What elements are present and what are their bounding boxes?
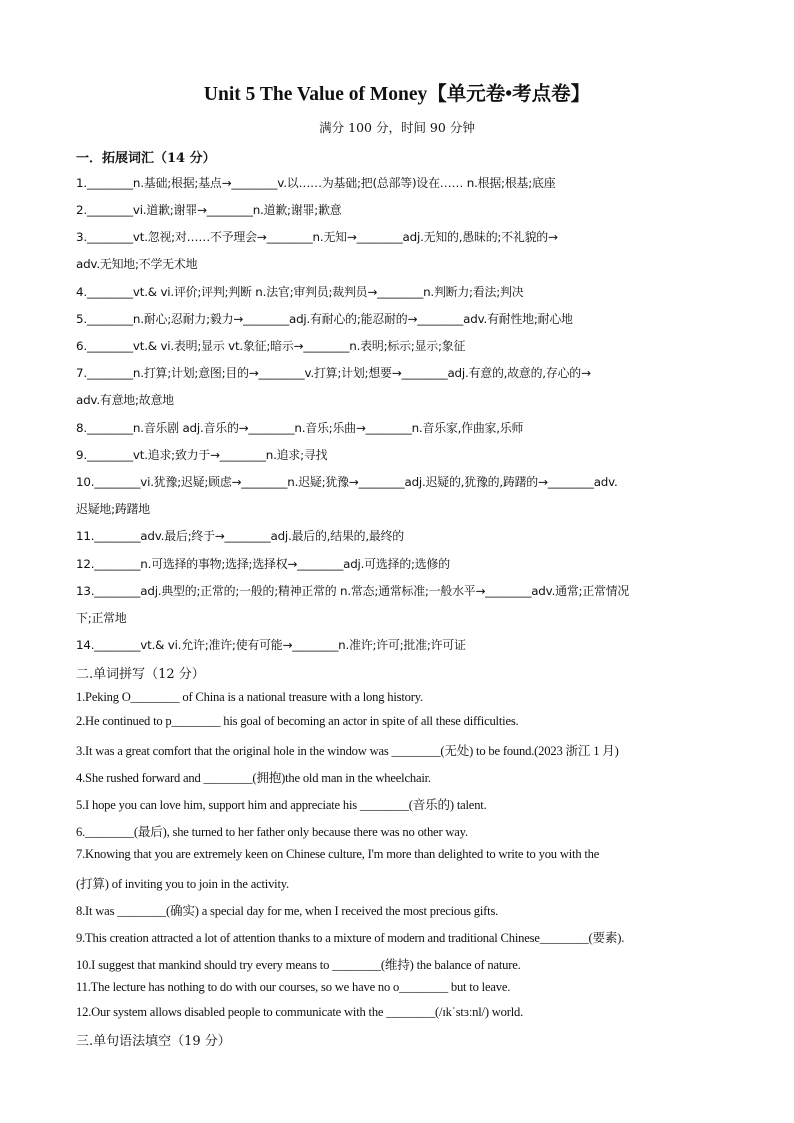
spelling-line: 6.________(最后), she turned to her father only because there was no other way. — [76, 825, 468, 839]
page-title: Unit 5 The Value of Money【单元卷•考点卷】 — [203, 84, 591, 105]
vocab-line: 4.________vt.& vi.评价;评判;判断 n.法官;审判员;裁判员→________n.判断力;看法;判决 — [76, 285, 524, 299]
vocab-line: 6.________vt.& vi.表明;显示 vt.象征;暗示→________n.表明;标示;显示;象征 — [76, 339, 466, 353]
vocab-line: adv.无知地;不学无术地 — [76, 257, 198, 271]
vocab-line: 下;正常地 — [76, 611, 127, 625]
spelling-line: 1.Peking O________ of China is a national treasure with a long history. — [76, 690, 423, 704]
section-heading-grammar: 三.单句语法填空（19 分） — [76, 1034, 231, 1049]
page-subtitle: 满分 100 分，时间 90 分钟 — [319, 120, 475, 135]
vocab-line: 1.________n.基础;根据;基点→________v.以……为基础;把(总部等)设在…… n.根据;根基;底座 — [76, 176, 556, 190]
vocab-line: 13.________adj.典型的;正常的;一般的;精神正常的 n.常态;通常标准;一般水平→________adv.通常;正常情况 — [76, 584, 630, 598]
vocab-line: 11.________adv.最后;终于→________adj.最后的,结果的,最终的 — [76, 529, 404, 543]
vocab-line: adv.有意地;故意地 — [76, 393, 174, 407]
spelling-line: 11.The lecture has nothing to do with our courses, so we have no o________ but to leave. — [76, 980, 511, 994]
vocab-line: 9.________vt.追求;致力于→________n.追求;寻找 — [76, 448, 328, 462]
spelling-line: 9.This creation attracted a lot of attention thanks to a mixture of modern and traditional Chinese________(要素). — [76, 931, 625, 945]
spelling-line: 7.Knowing that you are extremely keen on Chinese culture, I'm more than delighted to write to you with the — [76, 847, 600, 861]
section-heading-spelling: 二.单词拼写（12 分） — [76, 667, 205, 682]
vocab-line: 10.________vi.犹豫;迟疑;顾虑→________n.迟疑;犹豫→________adj.迟疑的,犹豫的,踌躇的→________adv. — [76, 475, 618, 489]
spelling-line: 10.I suggest that mankind should try every means to ________(维持) the balance of nature. — [76, 958, 521, 972]
section-heading-vocab: 一．拓展词汇（14 分） — [76, 151, 216, 166]
vocab-line: 7.________n.打算;计划;意图;目的→________v.打算;计划;想要→________adj.有意的,故意的,存心的→ — [76, 366, 591, 380]
spelling-line: (打算) of inviting you to join in the activity. — [76, 877, 289, 891]
spelling-line: 4.She rushed forward and ________(拥抱)the old man in the wheelchair. — [76, 771, 431, 785]
vocab-line: 3.________vt.忽视;对……不予理会→________n.无知→________adj.无知的,愚昧的;不礼貌的→ — [76, 230, 558, 244]
vocab-line: 14.________vt.& vi.允许;准许;使有可能→________n.准许;许可;批准;许可证 — [76, 638, 466, 652]
spelling-line: 3.It was a great comfort that the original hole in the window was ________(无处) to be found.(2023 浙江 1 月) — [76, 744, 619, 758]
vocab-line: 5.________n.耐心;忍耐力;毅力→________adj.有耐心的;能忍耐的→________adv.有耐性地;耐心地 — [76, 312, 573, 326]
spelling-line: 8.It was ________(确实) a special day for me, when I received the most precious gifts. — [76, 904, 499, 918]
vocab-line: 8.________n.音乐剧 adj.音乐的→________n.音乐;乐曲→________n.音乐家,作曲家,乐师 — [76, 421, 524, 435]
vocab-line: 迟疑地;踌躇地 — [76, 502, 150, 516]
spelling-line: 5.I hope you can love him, support him and appreciate his ________(音乐的) talent. — [76, 798, 487, 812]
spelling-line: 12.Our system allows disabled people to communicate with the ________(/ɪkˈstɜːnl/) world. — [76, 1005, 524, 1019]
vocab-line: 2.________vi.道歉;谢罪→________n.道歉;谢罪;歉意 — [76, 203, 342, 217]
vocab-line: 12.________n.可选择的事物;选择;选择权→________adj.可选择的;选修的 — [76, 557, 450, 571]
spelling-line: 2.He continued to p________ his goal of becoming an actor in spite of all these difficulties. — [76, 714, 519, 728]
